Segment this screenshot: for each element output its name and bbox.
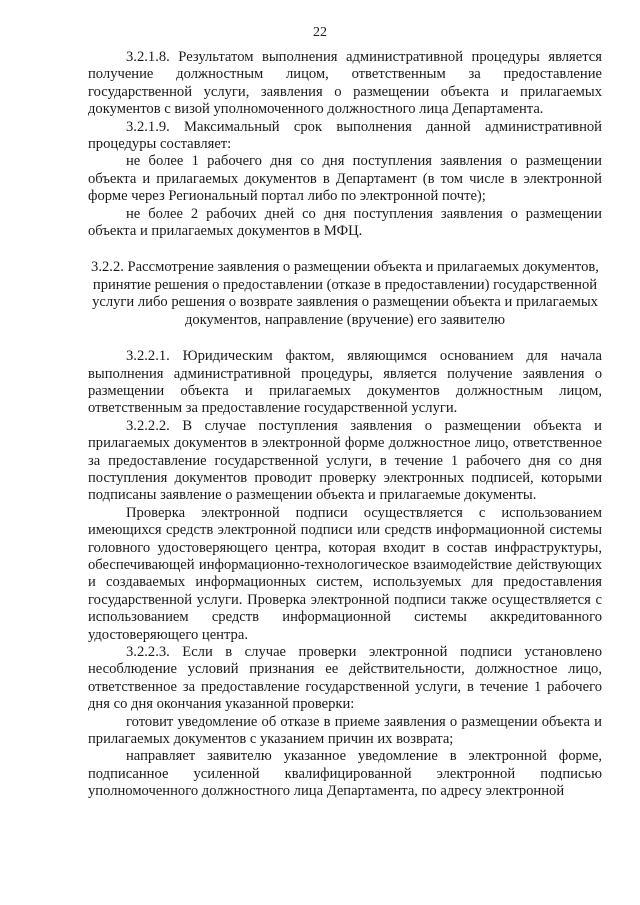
paragraph-3-2-2-2: 3.2.2.2. В случае поступления заявления о размещении объекта и прилагаемых документов в электронной форме должностное лицо, ответственное за предоставление государственной услуги, в течение 1 рабочего дня со дня поступления документов проводит проверку электронных подписей, которыми подписаны заявление о размещении объекта и прилагаемые документы. bbox=[88, 417, 602, 504]
paragraph-3-2-2-3: 3.2.2.3. Если в случае проверки электронной подписи установлено несоблюдение условий признания ее действительности, должностное лицо, ответственное за предоставление государственной услуги, в течение 1 рабочего дня со дня окончания указанной проверки: bbox=[88, 644, 602, 713]
paragraph-3-2-1-9: 3.2.1.9. Максимальный срок выполнения данной административной процедуры составляет: bbox=[88, 118, 602, 153]
section-heading-3-2-2: 3.2.2. Рассмотрение заявления о размещении объекта и прилагаемых документов, принятие решения о предоставлении (отказе в предоставлении) государственной услуги либо решения о возврате заявления о размещении объекта и прилагаемых документов, направление (вручение) его заявителю bbox=[91, 259, 599, 328]
paragraph-signature-check: Проверка электронной подписи осуществляется с использованием имеющихся средств электронной подписи или средств информационной системы головного удостоверяющего центра, которая входит в состав инфраструктуры, обеспечивающей информационно-технологическое взаимодействие действующих и создаваемых информационных систем, используемых для предоставления государственной услуги. Проверка электронной подписи также осуществляется с использованием средств информационной системы аккредитованного удостоверяющего центра. bbox=[88, 504, 602, 643]
paragraph-send-notice: направляет заявителю указанное уведомление в электронной форме, подписанное усиленной квалифицированной электронной подписью уполномоченного должностного лица Департамента, по адресу электронной bbox=[88, 748, 602, 800]
page-number: 22 bbox=[313, 25, 327, 40]
paragraph-prepare-notice: готовит уведомление об отказе в приеме заявления о размещении объекта и прилагаемых документов с указанием причин их возврата; bbox=[88, 713, 602, 748]
paragraph-deadline-mfc: не более 2 рабочих дней со дня поступления заявления о размещении объекта и прилагаемых документов в МФЦ. bbox=[88, 205, 602, 240]
paragraph-deadline-department: не более 1 рабочего дня со дня поступления заявления о размещении объекта и прилагаемых документов в Департамент (в том числе в электронной форме через Региональный портал либо по электронной почте); bbox=[88, 153, 602, 205]
paragraph-3-2-2-1: 3.2.2.1. Юридическим фактом, являющимся основанием для начала выполнения административной процедуры, является получение заявления о размещении объекта и прилагаемых документов должностным лицом, ответственным за предоставление государственной услуги. bbox=[88, 348, 602, 417]
paragraph-3-2-1-8: 3.2.1.8. Результатом выполнения административной процедуры является получение должностным лицом, ответственным за предоставление государственной услуги, заявления о размещении объекта и прилагаемых документов с визой уполномоченного должностного лица Департамента. bbox=[88, 49, 602, 118]
document-body bbox=[88, 49, 602, 801]
